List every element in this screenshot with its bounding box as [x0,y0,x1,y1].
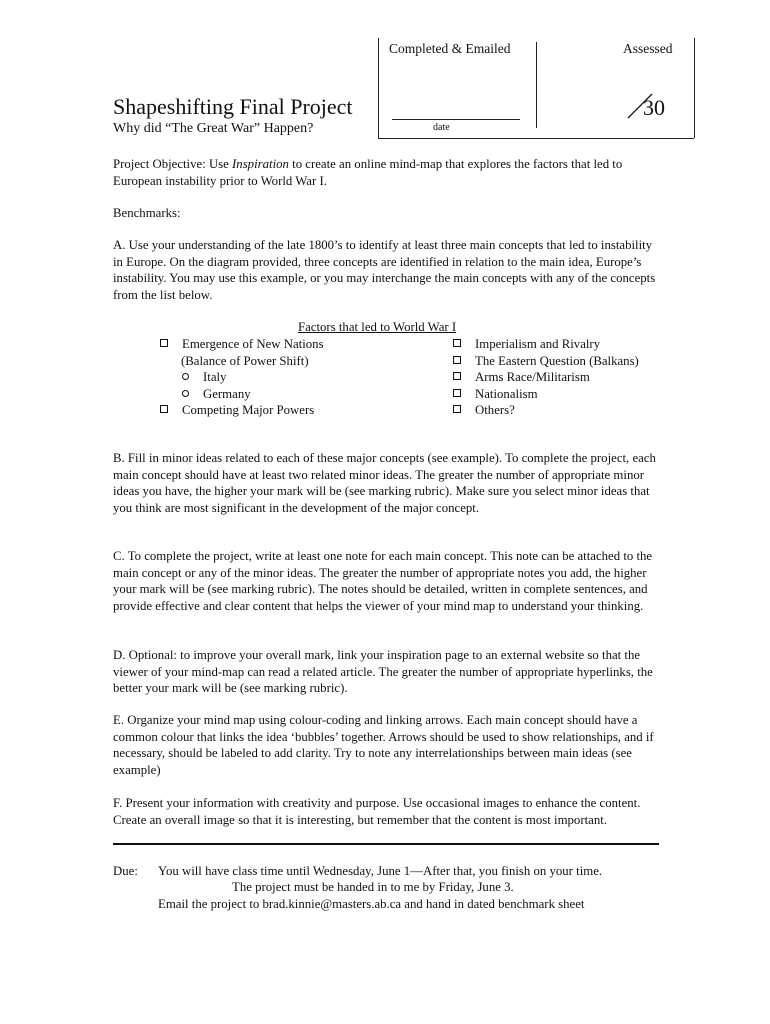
due-line-1: You will have class time until Wednesday, June 1—After that, you finish on your time. [158,864,603,878]
checkbox-icon [453,389,461,397]
header-box-divider [536,42,537,128]
objective-paragraph [113,156,661,189]
factor-emergence: Emergence of New Nations [160,336,324,353]
benchmark-d: D. Optional: to improve your overall mark, link your inspiration page to an external website so that the viewer of your mind-map can read a related article. The greater the number of appropriate hyperlinks, the better your mark will be (see marking rubric). [113,648,653,696]
checkbox-icon [453,405,461,413]
factor-imperialism: Imperialism and Rivalry [453,336,639,353]
factor-arms-race: Arms Race/Militarism [453,369,639,386]
due-divider [113,843,659,845]
page-subtitle: Why did “The Great War” Happen? [113,121,314,136]
factor-competing-powers: Competing Major Powers [160,402,324,419]
factor-emergence-sub: (Balance of Power Shift) [181,353,309,368]
due-label: Due: [113,864,138,878]
checkbox-icon [453,356,461,364]
objective-prefix: Project Objective: Use [113,157,233,171]
factor-eastern-question: The Eastern Question (Balkans) [453,353,639,370]
checkbox-icon [453,339,461,347]
due-line-2: The project must be handed in to me by Friday, June 3. [232,880,514,894]
checkbox-icon [160,405,168,413]
date-label: date [433,122,450,133]
benchmarks-heading: Benchmarks: [113,206,181,220]
factor-nationalism: Nationalism [453,386,639,403]
benchmark-b: B. Fill in minor ideas related to each of these major concepts (see example). To complete the project, each main concept should have at least two related minor ideas. The greater the number of appropriate minor ideas you have, the higher your mark will be (see marking rubric). Make sure you select minor ideas that you think are most significant in the development of the major concept. [113,451,656,515]
factors-heading: Factors that led to World War I [298,320,457,334]
factor-others: Others? [453,402,639,419]
factor-germany: Germany [160,386,324,403]
factors-left-column [160,336,324,419]
checkbox-icon [160,339,168,347]
benchmark-a: A. Use your understanding of the late 1800’s to identify at least three main concepts that led to instability in Europe. On the diagram provided, three concepts are identified in relation to the main idea, Europe’s instability. You may use this example, or you may interchange the main concepts with any of the concepts from the list below. [113,238,656,302]
checkbox-icon [453,372,461,380]
completed-emailed-label: Completed & Emailed [389,41,511,56]
date-signature-line [392,119,520,120]
header-box-left-border [378,38,379,138]
benchmark-c: C. To complete the project, write at least one note for each main concept. This note can be attached to the main concept or any of the minor ideas. The greater the number of appropriate notes you add, the higher your mark will be (see marking rubric). The notes should be detailed, written in complete sentences, and provide effective and clear content that helps the viewer of your mind map to understand your thinking. [113,549,653,613]
bullet-circle-icon [182,373,189,380]
assessed-label: Assessed [623,41,673,56]
objective-tool: Inspiration [232,157,289,171]
header-box-right-border [694,38,695,138]
bullet-circle-icon [182,390,189,397]
benchmark-e: E. Organize your mind map using colour-coding and linking arrows. Each main concept should have a common colour that links the idea ‘bubbles’ together. Arrows should be used to show relationships, and if necessary, should be labeled to add clarity. Try to note any interrelationships between main ideas (see example) [113,713,654,777]
factor-italy: Italy [160,369,324,386]
header-box-bottom-border [378,138,694,139]
page-title: Shapeshifting Final Project [113,94,353,119]
due-line-3: Email the project to brad.kinnie@masters.ab.ca and hand in dated benchmark sheet [158,897,585,911]
score-total: 30 [643,95,665,120]
factors-right-column [453,336,639,419]
benchmark-f: F. Present your information with creativity and purpose. Use occasional images to enhance the content. Create an overall image so that it is interesting, but remember that the content is most important. [113,796,641,827]
objective-suffix: to create an online mind-map that explores the factors that led to European instability prior to World War I. [113,157,623,188]
